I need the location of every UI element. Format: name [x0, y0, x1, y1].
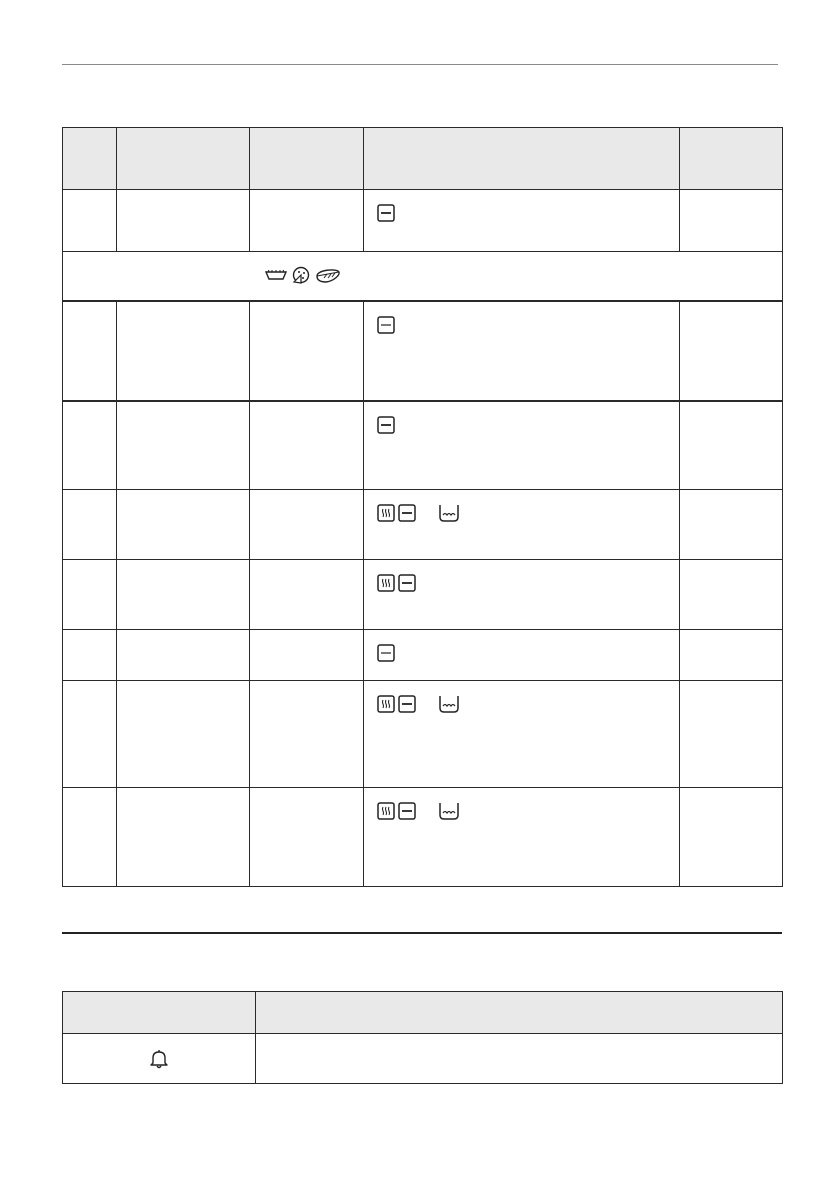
- header-cell: [63, 128, 117, 190]
- table-cell: [63, 629, 117, 680]
- water-tank-icon: [438, 802, 460, 820]
- table-cell: [63, 1034, 256, 1084]
- table-cell: [364, 401, 680, 489]
- table-header-row: [63, 992, 783, 1034]
- table-cell: [250, 190, 364, 252]
- top-divider: [62, 64, 778, 65]
- table-cell: [680, 559, 783, 629]
- pizza-icon: [290, 265, 312, 285]
- bottom-heat-icon: [398, 504, 416, 522]
- table-cell: [256, 1034, 783, 1084]
- table-row: [63, 680, 783, 787]
- table-cell: [63, 559, 117, 629]
- bottom-heat-icon: [377, 316, 395, 334]
- table-cell: [117, 190, 250, 252]
- bottom-heat-icon: [377, 644, 395, 662]
- program-table: [62, 127, 783, 887]
- table-cell: [117, 489, 250, 559]
- bell-icon: [63, 1048, 255, 1070]
- table-cell: [364, 787, 680, 886]
- header-cell: [117, 128, 250, 190]
- table-cell: [63, 301, 117, 401]
- section-divider: [62, 932, 782, 934]
- table-cell: [250, 680, 364, 787]
- bottom-heat-icon: [398, 695, 416, 713]
- table-cell: [364, 489, 680, 559]
- table-cell: [364, 559, 680, 629]
- table-row: [63, 190, 783, 252]
- table-cell: [250, 301, 364, 401]
- table-cell: [364, 301, 680, 401]
- table-cell: [680, 680, 783, 787]
- section-cell: [63, 252, 783, 302]
- table-cell: [250, 401, 364, 489]
- table-cell: [117, 629, 250, 680]
- table-cell: [63, 489, 117, 559]
- table-cell: [250, 489, 364, 559]
- bottom-heat-icon: [398, 802, 416, 820]
- bottom-heat-icon: [377, 416, 395, 434]
- table-cell: [364, 190, 680, 252]
- table-cell: [680, 629, 783, 680]
- table-cell: [117, 787, 250, 886]
- steam-icon: [377, 695, 395, 713]
- table-cell: [364, 680, 680, 787]
- table-cell: [63, 680, 117, 787]
- table-cell: [680, 489, 783, 559]
- table-cell: [117, 680, 250, 787]
- table-cell: [250, 559, 364, 629]
- table-cell: [117, 301, 250, 401]
- table-cell: [250, 787, 364, 886]
- table-row: [63, 1034, 783, 1084]
- table-cell: [680, 301, 783, 401]
- table-cell: [63, 787, 117, 886]
- steam-icon: [377, 574, 395, 592]
- table-cell: [117, 559, 250, 629]
- steam-icon: [377, 802, 395, 820]
- table-cell: [680, 787, 783, 886]
- signal-table: [62, 991, 783, 1084]
- table-cell: [364, 629, 680, 680]
- bottom-heat-icon: [398, 574, 416, 592]
- table-cell: [250, 629, 364, 680]
- table-header-row: [63, 128, 783, 190]
- steam-icon: [377, 504, 395, 522]
- header-cell: [256, 992, 783, 1034]
- bread-loaf-icon: [314, 266, 342, 284]
- header-cell: [680, 128, 783, 190]
- header-cell: [63, 992, 256, 1034]
- table-cell: [680, 190, 783, 252]
- header-cell: [250, 128, 364, 190]
- table-cell: [63, 190, 117, 252]
- table-row: [63, 401, 783, 489]
- baking-tin-icon: [264, 267, 288, 283]
- table-cell: [680, 401, 783, 489]
- table-row: [63, 787, 783, 886]
- bottom-heat-icon: [377, 204, 395, 222]
- table-cell: [117, 401, 250, 489]
- table-cell: [63, 401, 117, 489]
- table-row: [63, 629, 783, 680]
- table-row: [63, 559, 783, 629]
- section-row-baking: [63, 252, 783, 302]
- header-cell: [364, 128, 680, 190]
- table-row: [63, 489, 783, 559]
- table-row: [63, 301, 783, 401]
- water-tank-icon: [438, 504, 460, 522]
- water-tank-icon: [438, 695, 460, 713]
